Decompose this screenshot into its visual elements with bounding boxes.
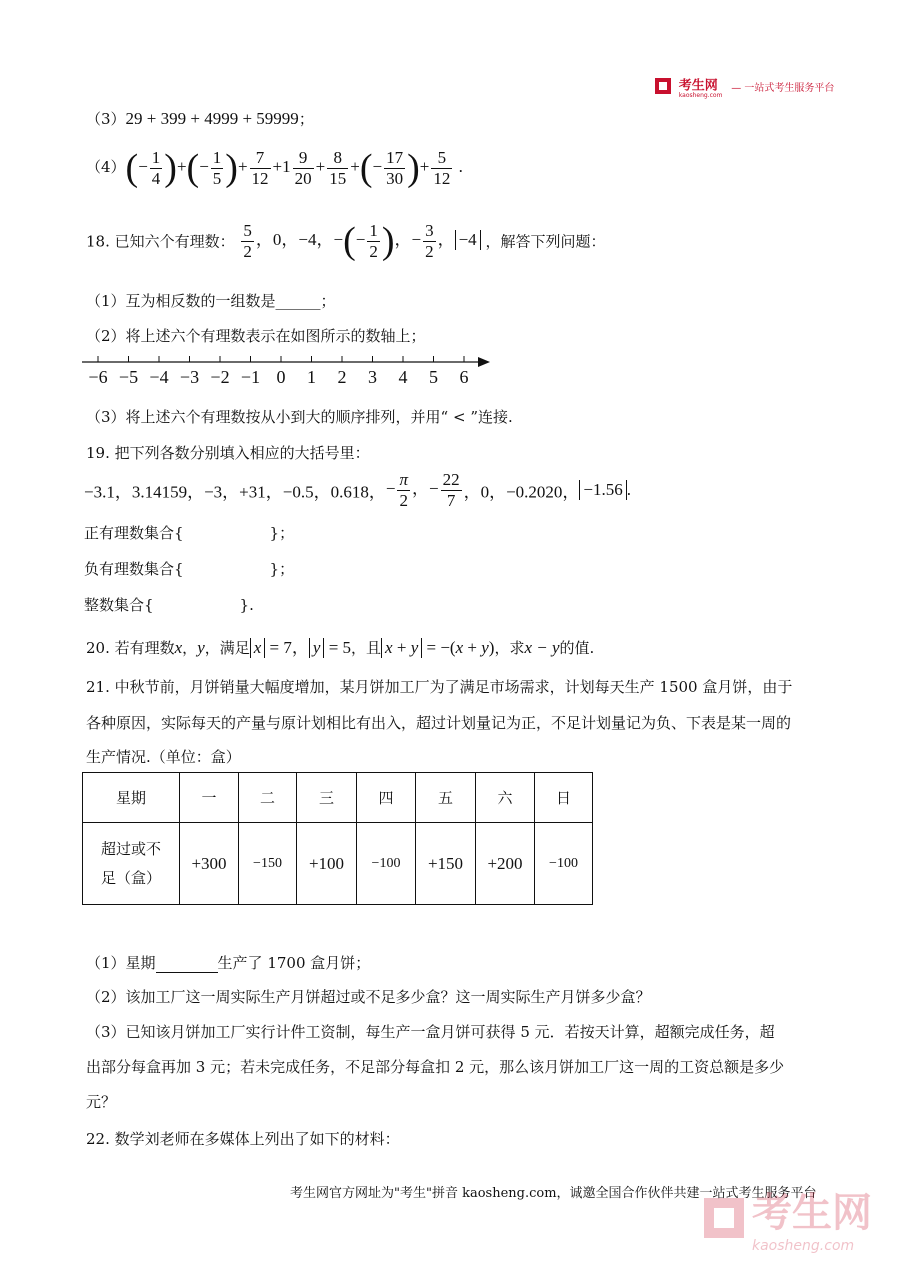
q19-integer-set (84, 594, 254, 615)
number-line-tick-label: 0 (276, 367, 286, 387)
q22-title: 22. 数学刘老师在多媒体上列出了如下的材料： (86, 1130, 400, 1148)
table-value: +300 (180, 823, 239, 905)
q19-numbers: −3.1，3.14159，−3，+31，−0.5，0.618，− $\frac{\pi}{2}$ ，− $\frac{22}{7}$ ，0，−0.2020， −1.56 . (84, 470, 632, 510)
q17-part3 (86, 108, 314, 129)
number-line-tick-label: −4 (149, 367, 169, 387)
q18-question: 18. 已知六个有理数： $\frac{5}{2}$ ，0，−4，−(− $\frac{1}{2}$ )，− $\frac{3}{2}$ ， −4 ，解答下列问题： (86, 220, 606, 263)
watermark (702, 1181, 872, 1254)
q19-positive-set-end: }； (269, 524, 295, 542)
q21-line3: 生产情况.（单位：盒） (86, 748, 241, 766)
number-line-tick-label: 3 (368, 367, 377, 387)
table-value: −150 (239, 823, 297, 905)
q20-question: 20. 若有理数x，y，满足 x = 7， y = 5，且 x + y = −(x + y)，求x − y的值. (86, 638, 595, 657)
table-row-label (83, 823, 180, 905)
production-table (82, 772, 593, 905)
q18-tail: ，解答下列问题： (485, 232, 606, 251)
table-row-label-line1: 超过或不 (100, 840, 161, 858)
table-value: +150 (416, 823, 476, 905)
number-line-tick-label: 6 (459, 367, 469, 387)
number-line-tick-label: −6 (88, 367, 108, 387)
q17-p4-label: （4） (86, 157, 126, 176)
q21-part1-b: 生产了 1700 盒月饼； (217, 954, 371, 972)
q18-intro: 18. 已知六个有理数： (86, 232, 235, 251)
table-value: +100 (297, 823, 357, 905)
q19-negative-set-end: }； (269, 560, 295, 578)
number-line-labels (80, 367, 500, 389)
q19-integer-set-label: 整数集合{ (84, 596, 154, 614)
q17-p3-end: ； (298, 110, 314, 128)
q19-positive-set-label: 正有理数集合{ (84, 524, 184, 542)
q21-part3-line1: （3）已知该月饼加工厂实行计件工资制，每生产一盒月饼可获得 5 元．若按天计算，超额完成任务，超 (86, 1023, 775, 1041)
q17-p3-label: （3） (86, 110, 126, 128)
q20-part-d: ，求 (494, 639, 525, 657)
q21-part1-a: （1）星期 (86, 954, 156, 972)
q17-p4-end: . (458, 156, 463, 176)
logo-domain: kaosheng.com (678, 91, 723, 99)
watermark-logo-icon (702, 1196, 746, 1240)
number-line-tick-label: −3 (179, 367, 200, 387)
q19-numbers-b: ，0，−0.2020， (463, 482, 580, 502)
number-line-tick-label: −2 (210, 367, 230, 387)
q20-part-e: 的值. (559, 639, 595, 657)
table-day: 一 (180, 773, 239, 823)
table-day: 四 (357, 773, 416, 823)
table-header-label: 星期 (83, 773, 180, 823)
q21-part3-line3: 元？ (86, 1093, 117, 1111)
header-slogan: — 一站式考生服务平台 (731, 82, 835, 94)
table-day: 二 (239, 773, 297, 823)
q20-part-a: 20. 若有理数 (86, 639, 175, 657)
watermark-sub: kaosheng.com (752, 1238, 855, 1254)
logo-name: 考生网 (678, 78, 718, 94)
q20-part-c: ，且 (351, 639, 382, 657)
q17-part4: （4）(− $\frac{1}{4}$ )+(− $\frac{1}{5}$ )+ $\frac{7}{12}$ +1 $\frac{9}{20}$ + $\frac{8}{15}$ +(− $\frac{17}{30}$ )+ $\frac{5}{12}$ . (86, 147, 463, 190)
q19-integer-set-end: }. (239, 596, 254, 614)
q21-line1: 21. 中秋节前，月饼销量大幅度增加，某月饼加工厂为了满足市场需求，计划每天生产 1500 盒月饼，由于 (86, 678, 793, 696)
q18-part3: （3）将上述六个有理数按从小到大的顺序排列，并用“ < ”连接. (86, 408, 513, 426)
q21-part1 (86, 952, 370, 973)
answer-blank (156, 954, 218, 973)
number-line-tick-label: −5 (118, 367, 139, 387)
logo-icon (655, 78, 671, 94)
table-header-row (83, 773, 593, 823)
watermark-text: 考生网 (752, 1190, 872, 1236)
q17-p3-expression: 29 + 399 + 4999 + 59999 (125, 109, 299, 128)
footer-text: 考生网官方网址为"考生"拼音 kaosheng.com，诚邀全国合作伙伴共建一站式考生服务平台 (290, 1186, 817, 1201)
table-day: 日 (535, 773, 593, 823)
number-line-arrow (478, 357, 490, 367)
q20-part-b: ，满足 (204, 639, 250, 657)
table-day: 五 (416, 773, 476, 823)
number-line-tick-label: 5 (429, 367, 438, 387)
number-line-tick-label: −1 (240, 367, 261, 387)
table-day: 六 (476, 773, 535, 823)
header-logo (655, 74, 834, 99)
table-day: 三 (297, 773, 357, 823)
q21-line2: 各种原因，实际每天的产量与原计划相比有出入，超过计划量记为正，不足计划量记为负、下表是某一周的 (86, 714, 792, 732)
number-line-tick-label: 1 (307, 367, 316, 387)
q18-part2: （2）将上述六个有理数表示在如图所示的数轴上； (86, 327, 426, 345)
q19-positive-set (84, 522, 294, 543)
q19-negative-set (84, 558, 294, 579)
number-line-tick-label: 4 (398, 367, 408, 387)
table-value-row (83, 823, 593, 905)
number-line-tick-label: 2 (337, 367, 347, 387)
table-value: +200 (476, 823, 535, 905)
q19-numbers-a: −3.1，3.14159，−3，+31，−0.5，0.618， (84, 482, 386, 502)
q19-negative-set-label: 负有理数集合{ (84, 560, 184, 578)
q21-part2: （2）该加工厂这一周实际生产月饼超过或不足多少盒？这一周实际生产月饼多少盒？ (86, 988, 651, 1006)
table-value: −100 (357, 823, 416, 905)
table-value: −100 (535, 823, 593, 905)
q18-part1: （1）互为相反数的一组数是______； (86, 292, 336, 310)
q21-part3-line2: 出部分每盒再加 3 元；若未完成任务，不足部分每盒扣 2 元，那么该月饼加工厂这一周的工资总额是多少 (86, 1058, 785, 1076)
q19-title: 19. 把下列各数分别填入相应的大括号里： (86, 444, 370, 462)
table-row-label-line2: 足（盒） (100, 868, 161, 887)
